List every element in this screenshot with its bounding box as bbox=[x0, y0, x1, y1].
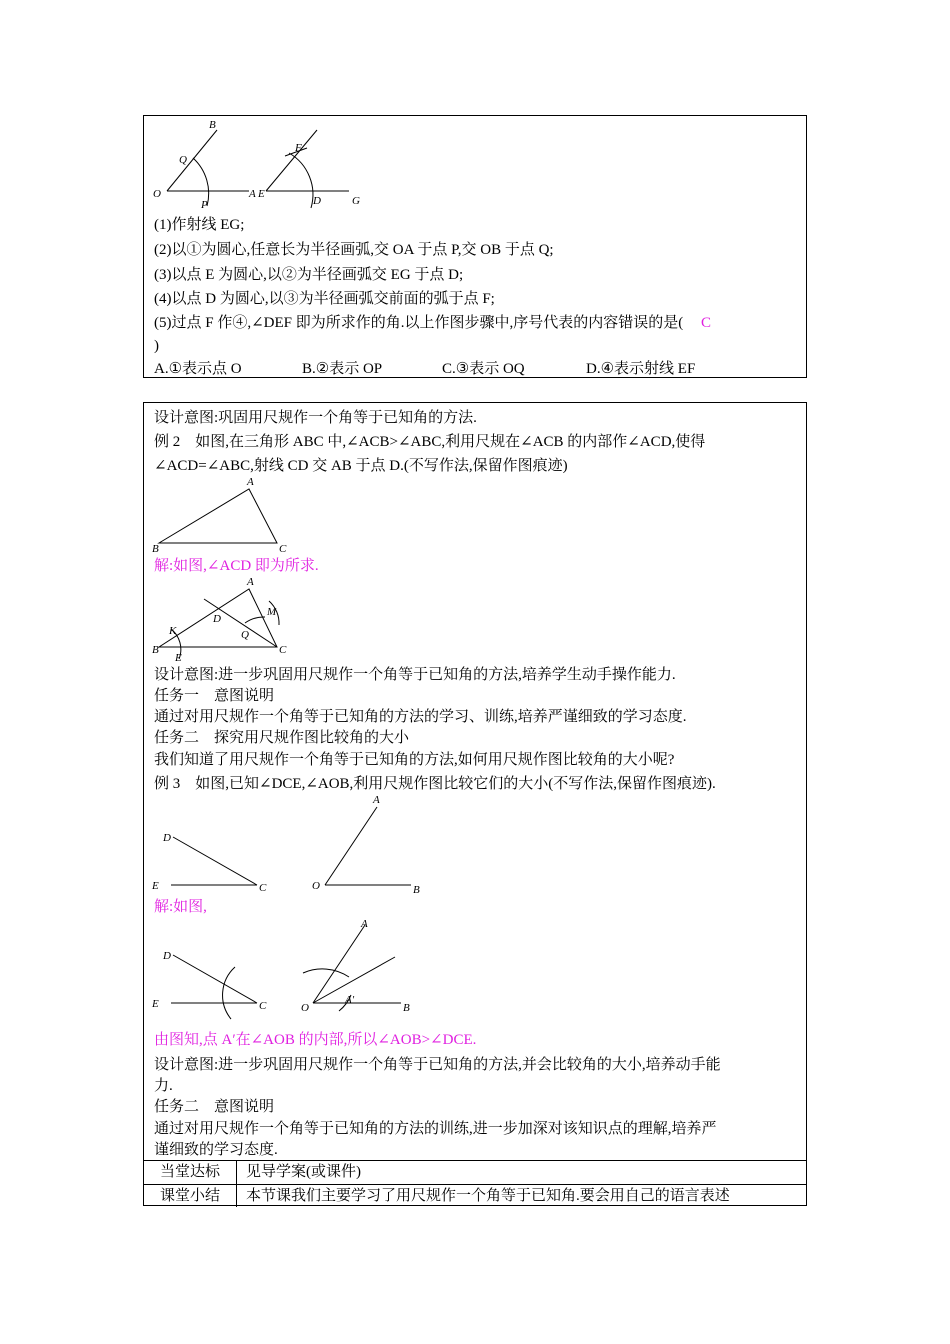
example-2-line-1: 例 2 如图,在三角形 ABC 中,∠ACB>∠ABC,利用尺规在∠ACB 的内部作∠ACD,使得 bbox=[154, 434, 706, 450]
fig4-label-E: E bbox=[152, 998, 159, 1010]
solution-1: 解:如图,∠ACD 即为所求. bbox=[154, 558, 319, 574]
task-2-intent-text: 通过对用尺规作一个角等于已知角的方法的训练,进一步加深对该知识点的理解,培养严 bbox=[154, 1121, 717, 1137]
practice-value: 见导学案(或课件) bbox=[246, 1164, 361, 1180]
fig4-label-C: C bbox=[259, 1000, 267, 1012]
task-2-intent-text-cont: 谨细致的学习态度. bbox=[154, 1142, 278, 1158]
fig3-label-C: C bbox=[259, 882, 267, 893]
table-row-summary bbox=[144, 1184, 806, 1207]
design-intent-1: 设计意图:巩固用尺规作一个角等于已知角的方法. bbox=[154, 410, 477, 426]
fig2b-label-K: K bbox=[169, 625, 177, 637]
option-b: B.②表示 OP bbox=[302, 361, 383, 377]
step-3: (3)以点 E 为圆心,以②为半径画弧交 EG 于点 D; bbox=[154, 267, 464, 283]
task-2-title: 任务二 探究用尺规作图比较角的大小 bbox=[154, 730, 410, 746]
fig3-label-D: D bbox=[163, 832, 171, 844]
step-4: (4)以点 D 为圆心,以③为半径画弧交前面的弧于点 F; bbox=[154, 291, 495, 307]
fig2-label-B: B bbox=[152, 543, 159, 555]
fig1-label-G: G bbox=[352, 195, 360, 207]
option-d: D.④表示射线 EF bbox=[586, 361, 696, 377]
two-angles-figure bbox=[149, 793, 449, 893]
conclusion: 由图知,点 A′在∠AOB 的内部,所以∠AOB>∠DCE. bbox=[154, 1032, 477, 1048]
exercise-box bbox=[143, 115, 807, 378]
fig3-label-O: O bbox=[312, 880, 320, 892]
summary-label: 课堂小结 bbox=[144, 1185, 237, 1207]
fig1-label-F: F bbox=[295, 142, 302, 154]
fig2b-label-A: A bbox=[247, 576, 254, 588]
fig2b-label-B: B bbox=[152, 644, 159, 656]
fig2b-label-C: C bbox=[279, 644, 287, 656]
fig3-label-E: E bbox=[152, 880, 159, 892]
fig1-label-E: E bbox=[258, 188, 265, 200]
option-a: A.①表示点 O bbox=[154, 361, 242, 377]
fig1-label-P: P bbox=[201, 199, 208, 211]
fig2b-label-D: D bbox=[213, 613, 221, 625]
fig2-label-A: A bbox=[247, 476, 254, 488]
example-2-line-2: ∠ACD=∠ABC,射线 CD 交 AB 于点 D.(不写作法,保留作图痕迹) bbox=[154, 458, 568, 474]
fig1-label-B: B bbox=[209, 119, 216, 131]
fig4-label-Aprime: A′ bbox=[345, 994, 355, 1006]
solution-2: 解:如图, bbox=[154, 899, 207, 915]
lesson-box bbox=[143, 402, 807, 1206]
triangle-abc-figure bbox=[149, 475, 299, 555]
fig4-label-A: A bbox=[361, 918, 368, 930]
task-2-intent-title: 任务二 意图说明 bbox=[154, 1099, 275, 1115]
step-5 bbox=[154, 313, 711, 333]
fig2b-label-E: E bbox=[175, 652, 182, 664]
task-1-text: 通过对用尺规作一个角等于已知角的方法的学习、训练,培养严谨细致的学习态度. bbox=[154, 709, 687, 725]
step-5-close: ) bbox=[154, 338, 159, 354]
table-row-practice bbox=[144, 1160, 806, 1185]
example-3: 例 3 如图,已知∠DCE,∠AOB,利用尺规作图比较它们的大小(不写作法,保留作图痕迹). bbox=[154, 776, 716, 792]
step-2: (2)以①为圆心,任意长为半径画弧,交 OA 于点 P,交 OB 于点 Q; bbox=[154, 242, 554, 258]
fig1-label-D: D bbox=[313, 195, 321, 207]
fig3-label-A: A bbox=[373, 794, 380, 806]
angle-comparison-figure bbox=[149, 915, 449, 1025]
option-c: C.③表示 OQ bbox=[442, 361, 525, 377]
angle-copy-figure bbox=[149, 118, 369, 218]
task-1-title: 任务一 意图说明 bbox=[154, 688, 275, 704]
fig2-label-C: C bbox=[279, 543, 287, 555]
fig3-label-B: B bbox=[413, 884, 420, 893]
step-5-text: (5)过点 F 作④,∠DEF 即为所求作的角.以上作图步骤中,序号代表的内容错误的是( bbox=[154, 315, 684, 331]
fig1-label-A: A bbox=[249, 188, 256, 200]
fig4-label-D: D bbox=[163, 950, 171, 962]
triangle-construction-figure bbox=[149, 575, 299, 665]
practice-label: 当堂达标 bbox=[144, 1161, 237, 1185]
summary-value: 本节课我们主要学习了用尺规作一个角等于已知角.要会用自己的语言表述 bbox=[246, 1188, 730, 1204]
design-intent-2: 设计意图:进一步巩固用尺规作一个角等于已知角的方法,培养学生动手操作能力. bbox=[154, 667, 676, 683]
step-1: (1)作射线 EG; bbox=[154, 217, 245, 233]
question-text: 我们知道了用尺规作一个角等于已知角的方法,如何用尺规作图比较角的大小呢? bbox=[154, 752, 675, 768]
fig4-label-O: O bbox=[301, 1002, 309, 1014]
design-intent-3: 设计意图:进一步巩固用尺规作一个角等于已知角的方法,并会比较角的大小,培养动手能 bbox=[154, 1057, 721, 1073]
fig2b-label-Q: Q bbox=[241, 629, 249, 641]
fig4-label-B: B bbox=[403, 1002, 410, 1014]
answer: C bbox=[701, 315, 712, 331]
design-intent-3-cont: 力. bbox=[154, 1078, 173, 1094]
fig2b-label-M: M bbox=[267, 606, 277, 618]
fig1-label-O: O bbox=[153, 188, 161, 200]
fig1-label-Q: Q bbox=[179, 154, 187, 166]
